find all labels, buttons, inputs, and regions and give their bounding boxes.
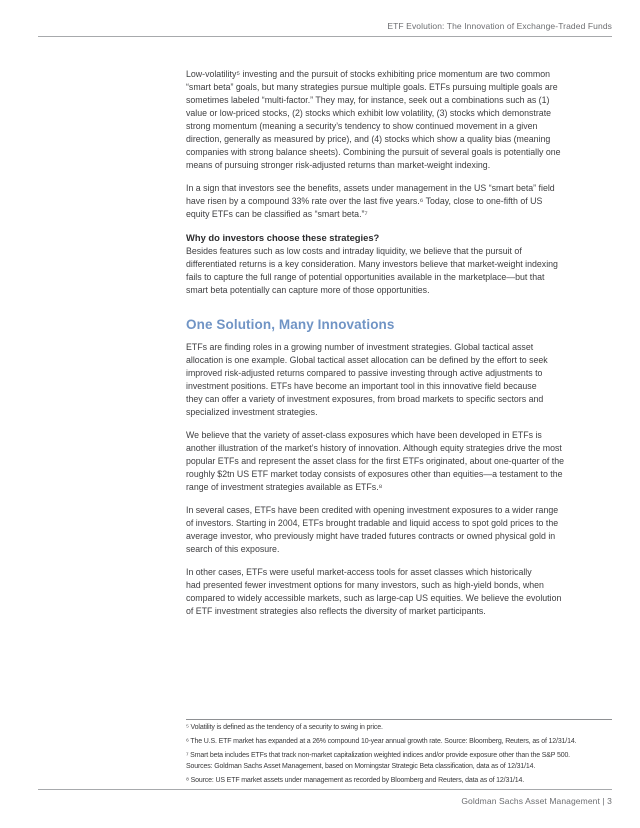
paragraph-smart-beta-growth [186,182,616,221]
footnote-line: ⁸ Source: US ETF market assets under management as recorded by Bloomberg and Reuters, data as of 12/31/14. [186,776,525,784]
text-line: of investors. Starting in 2004, ETFs brought tradable and liquid access to spot gold prices to the [186,518,559,528]
footnote-item [186,751,618,772]
footnote-line: ⁶ The U.S. ETF market has expanded at a 26% compound 10-year annual growth rate. Source: Bloomberg, Reuters, as of 12/31/14. [186,738,577,745]
text-line: value or low-priced stocks, (2) stocks which exhibit low volatility, (3) stocks which demonstrate [186,108,552,118]
text-line: average investor, who previously might have traded futures contracts or owned physical gold in [186,531,556,541]
text-line: of ETF investment strategies also reflects the diversity of market participants. [186,606,486,616]
text-line: “smart beta” goals, but many strategies pursue multiple goals. ETFs pursuing multiple goals are [186,82,558,92]
footnotes-list [186,723,618,790]
text-line: In other cases, ETFs were useful market-access tools for asset classes which historically [186,567,532,577]
footnote-line: ⁷ Smart beta includes ETFs that track non-market capitalization weighted indices and/or provide exposure other than the S&P 500. [186,752,570,759]
text-line: ETFs are finding roles in a growing number of investment strategies. Global tactical asset [186,342,534,352]
text-line: had presented fewer investment options for many investors, such as high-yield bonds, when [186,580,544,590]
text-line: direction, generally as measured by price), and (4) stocks which show a quality bias (meaning [186,134,551,144]
text-line: Low-volatility⁵ investing and the pursuit of stocks exhibiting price momentum are two common [186,69,550,79]
section-heading: One Solution, Many Innovations [186,317,395,332]
text-line: means of pursuing stronger risk-adjusted returns than market-weight indexing. [186,160,491,170]
text-line: compared to widely accessible markets, such as large-cap US equities. We believe the evolution [186,593,562,603]
footnote-line: ⁵ Volatility is defined as the tendency of a security to swing in price. [186,724,383,731]
text-line: We believe that the variety of asset-class exposures which have been developed in ETFs is [186,430,542,440]
text-line: popular ETFs and represent the asset class for the first ETFs originated, about one-quarter of the [186,456,564,466]
header-rule [38,36,612,37]
paragraph-multifactor [186,68,616,172]
paragraph-asset-class-exposures [186,429,616,494]
text-line: they can offer a variety of investment exposures, from broad markets to specific sectors and [186,394,544,404]
footnotes-rule [186,719,612,720]
text-line: Besides features such as low costs and intraday liquidity, we believe that the pursuit of [186,246,522,256]
text-line: strong momentum (meaning a security’s tendency to show continued movement in a given [186,121,538,131]
paragraph-tactical-allocation [186,341,616,419]
text-line: roughly $2tn US ETF market today consists of exposures other than equities—a testament to the [186,469,563,479]
subheading: Why do investors choose these strategies? [186,232,380,243]
text-line: In several cases, ETFs have been credited with opening investment exposures to a wider range [186,505,559,515]
footnote-item [186,776,618,787]
text-line: investment positions. ETFs have become an important tool in this innovative field because [186,381,537,391]
footer-rule [38,789,612,790]
text-line: differentiated returns is a key consideration. Many investors believe that market-weight indexing [186,259,558,269]
paragraph-market-access [186,566,616,618]
text-line: have risen by a compound 33% rate over the last five years.⁶ Today, close to one-fifth of US [186,196,543,206]
paragraph-gold-access [186,504,616,556]
text-line: equity ETFs can be classified as “smart beta.”⁷ [186,209,368,219]
text-line: In a sign that investors see the benefits, assets under management in the US “smart beta” field [186,183,555,193]
text-line: sometimes labeled “multi-factor.” They may, for instance, seek out a combinations such as (1) [186,95,550,105]
document-body [186,68,616,628]
footnote-line: Sources: Goldman Sachs Asset Management, based on Morningstar Strategic Beta classification, data as of 12/31/14. [186,762,536,770]
footnote-item [186,737,618,748]
footer-page-label: Goldman Sachs Asset Management | 3 [461,796,612,806]
paragraph-why-investors [186,245,616,297]
text-line: search of this exposure. [186,544,280,554]
text-line: specialized investment strategies. [186,407,318,417]
text-line: allocation is one example. Global tactical asset allocation can be defined by the effort to seek [186,355,548,365]
text-line: improved risk-adjusted returns compared to passive investing through active adjustments to [186,368,543,378]
text-line: another illustration of the market’s history of innovation. Although equity strategies drive the most [186,443,562,453]
footnote-item [186,723,618,734]
text-line: range of investment strategies available as ETFs.⁸ [186,482,383,492]
text-line: companies with strong balance sheets). Combining the pursuit of several goals is potentially one [186,147,561,157]
header-title: ETF Evolution: The Innovation of Exchange-Traded Funds [387,21,612,31]
text-line: smart beta potentially can capture more of those opportunities. [186,285,430,295]
text-line: fails to capture the full range of potential opportunities available in the marketplace—but that [186,272,545,282]
